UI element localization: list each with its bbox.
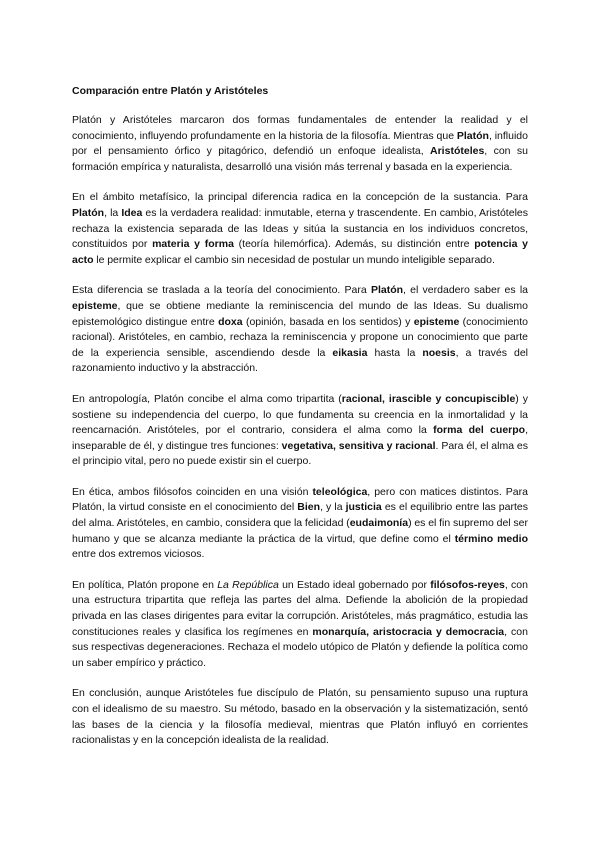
bold-term: eudaimonía bbox=[349, 517, 409, 530]
paragraph bbox=[72, 113, 528, 175]
bold-term: Platón bbox=[456, 129, 489, 142]
bold-term: potencia y acto bbox=[72, 238, 528, 266]
text-run: En política, Platón propone en bbox=[72, 578, 218, 591]
text-run: , con su formación empírica y naturalista, desarrolló una visión más terrenal y basada en la experiencia. bbox=[72, 145, 528, 173]
document-title: Comparación entre Platón y Aristóteles bbox=[72, 85, 269, 97]
text-run: le permite explicar el cambio sin necesidad de postular un mundo inteligible separado. bbox=[93, 253, 495, 266]
bold-term: filósofos-reyes bbox=[430, 578, 505, 591]
text-run: , el verdadero saber es la bbox=[403, 284, 529, 297]
bold-term: Idea bbox=[121, 206, 143, 219]
paragraph bbox=[72, 686, 528, 748]
text-run: En el ámbito metafísico, la principal diferencia radica en la concepción de la sustancia. Para bbox=[72, 191, 528, 204]
bold-term: forma del cuerpo bbox=[433, 424, 526, 437]
bold-term: episteme bbox=[413, 315, 460, 328]
text-run: es el equilibrio entre las partes del alma. Aristóteles, en cambio, considera que la felicidad ( bbox=[72, 501, 528, 530]
text-run: , que se obtiene mediante la reminiscencia del mundo de las Ideas. Su dualismo epistemológico distingue entre bbox=[72, 299, 528, 328]
text-run: , la bbox=[104, 206, 122, 219]
text-run: es la verdadera realidad: inmutable, eterna y trascendente. En cambio, Aristóteles rechaza la existencia separada de las Ideas y sitúa la sustancia en los individuos concretos, constituidos por bbox=[72, 206, 528, 251]
text-run: . Para él, el alma es el principio vital, pero no puede existir sin el cuerpo. bbox=[72, 439, 529, 468]
text-run: En antropología, Platón concibe el alma como tripartita ( bbox=[72, 392, 342, 405]
bold-term: término medio bbox=[454, 532, 528, 545]
text-run: , inseparable de él, y distingue tres funciones: bbox=[72, 424, 528, 452]
bold-term: doxa bbox=[218, 315, 243, 328]
text-run: entre dos extremos viciosos. bbox=[72, 548, 205, 561]
paragraph bbox=[72, 283, 528, 377]
text-run: (teoría hilemórfica). Además, su distinción entre bbox=[233, 238, 475, 251]
text-run: En ética, ambos filósofos coinciden en una visión bbox=[72, 485, 313, 498]
text-run: (conocimiento racional). Aristóteles, en cambio, rechaza la reminiscencia y propone un conocimiento que parte de la experiencia sensible, ascendiendo desde la bbox=[72, 315, 529, 359]
text-run: ) es el fin supremo del ser humano y que se alcanza mediante la práctica de la virtud, que define como el bbox=[72, 517, 529, 545]
text-run: hasta la bbox=[367, 346, 423, 359]
bold-term: teleológica bbox=[312, 485, 368, 498]
text-run: ) y sostiene su independencia del cuerpo, lo que fundamenta su creencia en la inmortalidad y la reencarnación. Aristóteles, por el contrario, considera el alma como la bbox=[72, 392, 528, 437]
paragraph bbox=[72, 190, 528, 268]
bold-term: Platón bbox=[370, 284, 404, 297]
bold-term: Bien bbox=[297, 501, 321, 514]
bold-term: Aristóteles bbox=[430, 145, 485, 158]
text-run: , pero con matices distintos. Para Platón, la virtud consiste en el conocimiento del bbox=[72, 485, 528, 514]
bold-term: Platón bbox=[72, 206, 105, 219]
italic-title: La República bbox=[217, 578, 279, 591]
bold-term: noesis bbox=[422, 346, 456, 359]
text-run: Esta diferencia se traslada a la teoría del conocimiento. Para bbox=[72, 284, 371, 297]
text-run: (opinión, basada en los sentidos) y bbox=[242, 315, 414, 328]
bold-term: eikasia bbox=[332, 346, 368, 359]
bold-term: racional, irascible y concupiscible bbox=[341, 392, 516, 405]
document-body bbox=[72, 113, 528, 749]
paragraph bbox=[72, 485, 528, 563]
paragraph bbox=[72, 578, 528, 672]
text-run: En conclusión, aunque Aristóteles fue discípulo de Platón, su pensamiento supuso una ruptura con el idealismo de su maestro. Su método, basado en la observación y la sistematización, sentó las bases de la ciencia y la filosofía medieval, mientras que Platón influyó en corrientes racionalistas y en la concepción idealista de la realidad. bbox=[72, 687, 528, 747]
text-run: un Estado ideal gobernado por bbox=[278, 578, 431, 591]
text-run: , con una estructura tripartita que refleja las partes del alma. Defiende la abolición de la propiedad privada en las clases dirigentes para evitar la corrupción. Aristóteles, más pragmático, estudia las constituciones reales y clasifica los regímenes en bbox=[72, 578, 528, 638]
bold-term: vegetativa, sensitiva y racional bbox=[281, 439, 436, 452]
bold-term: justicia bbox=[345, 501, 382, 514]
bold-term: episteme bbox=[72, 299, 118, 312]
paragraph bbox=[72, 392, 528, 470]
text-run: , a través del razonamiento inductivo y la abstracción. bbox=[72, 346, 529, 375]
text-run: , influido por el pensamiento órfico y pitagórico, defendió un enfoque idealista, bbox=[72, 129, 528, 158]
text-run: , con sus respectivas degeneraciones. Rechaza el modelo utópico de Platón y defiende la política como un saber empírico y práctico. bbox=[72, 625, 528, 669]
bold-term: materia y forma bbox=[152, 238, 234, 251]
text-run: , y la bbox=[320, 501, 346, 514]
bold-term: monarquía, aristocracia y democracia bbox=[312, 625, 505, 638]
text-run: Platón y Aristóteles marcaron dos formas fundamentales de entender la realidad y el conocimiento, influyendo profundamente en la historia de la filosofía. Mientras que bbox=[72, 114, 528, 142]
